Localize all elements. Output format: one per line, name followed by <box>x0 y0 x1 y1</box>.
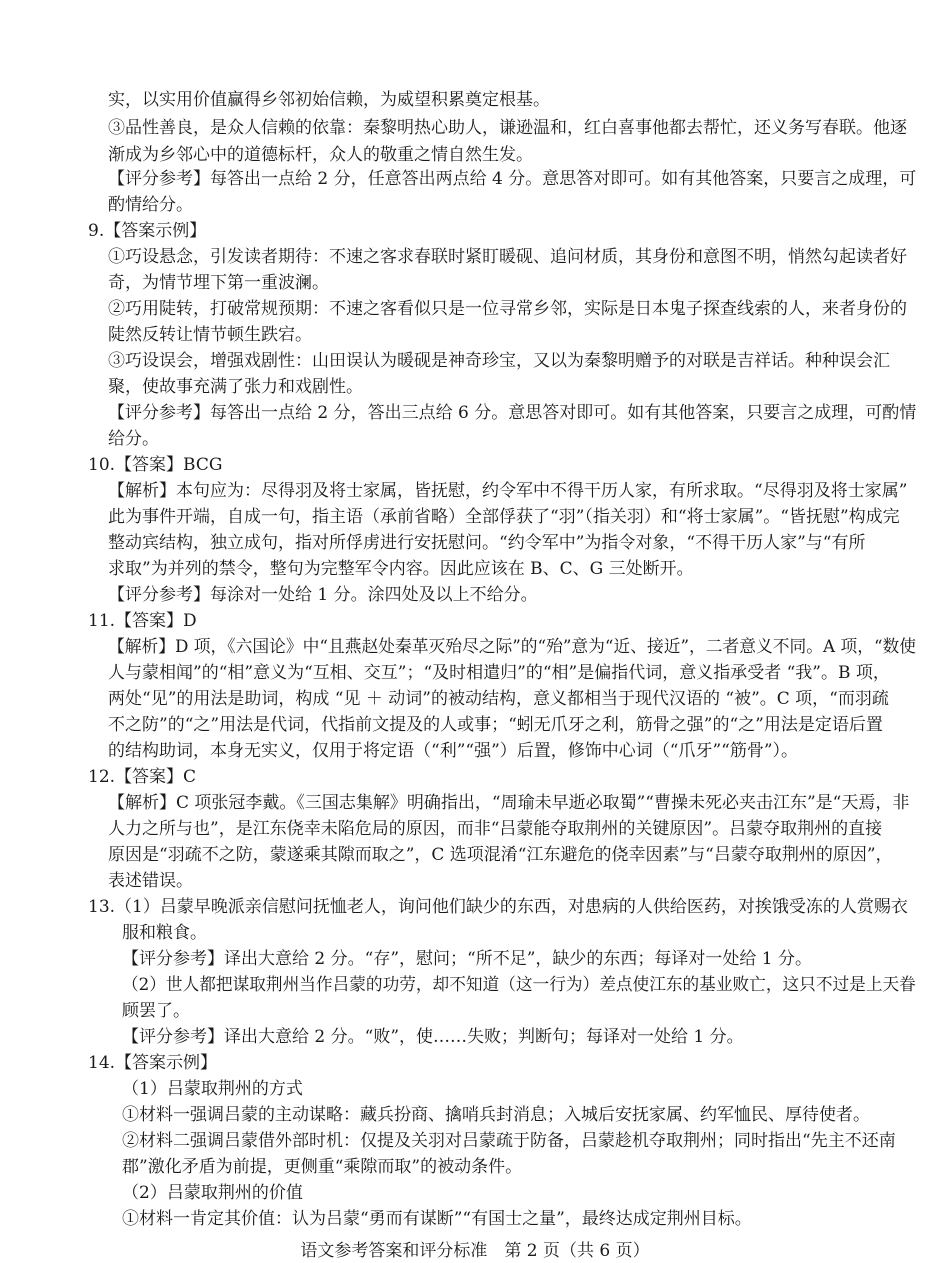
text-line: ①材料一肯定其价值：认为吕蒙“勇而有谋断”“有国士之量”，最终达成定荆州目标。 <box>122 1209 752 1229</box>
text-line: 渐成为乡邻心中的道德标杆，众人的敬重之情自然生发。 <box>108 145 533 165</box>
text-line: 【评分参考】每答出一点给 2 分，答出三点给 6 分。意思答对即可。如有其他答案，只要言之成理，可酌情 <box>108 403 917 423</box>
text-line: 【解析】C 项张冠李戴。《三国志集解》明确指出，“周瑜未早逝必取蜀”“曹操未死必夹击江东”是“天焉，非 <box>108 793 910 813</box>
text-line: 表述错误。 <box>108 871 193 891</box>
text-line: （2）吕蒙取荆州的价值 <box>122 1183 303 1203</box>
text-line: 陡然反转让情节顿生跌宕。 <box>108 325 312 345</box>
question-heading: 12.【答案】C <box>88 767 197 787</box>
question-heading: 9.【答案示例】 <box>88 221 207 241</box>
question-heading: 10.【答案】BCG <box>88 455 223 475</box>
text-line: 原因是“羽疏不之防，蒙遂乘其隙而取之”，C 选项混淆“江东避危的侥幸因素”与“吕蒙夺取荆州的原因”， <box>108 845 893 865</box>
text-line: 服和粮食。 <box>122 923 207 943</box>
text-line: 郡”激化矛盾为前提，更侧重“乘隙而取”的被动条件。 <box>122 1157 523 1177</box>
text-line: 此为事件开端，自成一句，指主语（承前省略）全部俘获了“羽”（指关羽）和“将士家属”。“皆抚慰”构成完 <box>108 507 900 527</box>
text-line: 的结构助词，本身无实义，仅用于将定语（“利”“强”）后置，修饰中心词（“爪牙”“筋骨”）。 <box>108 741 799 761</box>
text-line: 实，以实用价值赢得乡邻初始信赖，为威望积累奠定根基。 <box>108 90 550 110</box>
text-line: ③品性善良，是众人信赖的依靠：秦黎明热心助人，谦逊温和，红白喜事他都去帮忙，还义务写春联。他逐 <box>108 118 907 138</box>
text-line: 两处“见”的用法是助词，构成 “见 ＋ 动词”的被动结构，意义都相当于现代汉语的 “被”。C 项，“而羽疏 <box>108 689 889 709</box>
text-line: 聚，使故事充满了张力和戏剧性。 <box>108 377 363 397</box>
question-heading: 11.【答案】D <box>88 611 197 631</box>
text-line: ②巧用陡转，打破常规预期：不速之客看似只是一位寻常乡邻，实际是日本鬼子探查线索的人，来者身份的 <box>108 299 907 319</box>
text-line: 顾罢了。 <box>122 1001 190 1021</box>
text-line: （2）世人都把谋取荆州当作吕蒙的功劳，却不知道（这一行为）差点使江东的基业败亡，这只不过是上天眷 <box>122 975 916 995</box>
text-line: 求取”为并列的禁令，整句为完整军令内容。因此应该在 B、C、G 三处断开。 <box>108 559 694 579</box>
text-line: ①材料一强调吕蒙的主动谋略：藏兵扮商、擒哨兵封消息；入城后安抚家属、约军恤民、厚待使者。 <box>122 1105 870 1125</box>
text-line: 【评分参考】每涂对一处给 1 分。涂四处及以上不给分。 <box>108 585 538 605</box>
text-line: （1）吕蒙取荆州的方式 <box>122 1079 303 1099</box>
text-line: 奇，为情节埋下第一重波澜。 <box>108 273 329 293</box>
text-line: ③巧设误会，增强戏剧性：山田误认为暖砚是神奇珍宝，又以为秦黎明赠予的对联是吉祥话。种种误会汇 <box>108 351 890 371</box>
text-line: 【评分参考】译出大意给 2 分。“存”，慰问；“所不足”，缺少的东西；每译对一处给 1 分。 <box>122 949 813 969</box>
text-line: 【评分参考】每答出一点给 2 分，任意答出两点给 4 分。意思答对即可。如有其他答案，只要言之成理，可 <box>108 169 917 189</box>
text-line: ①巧设悬念，引发读者期待：不速之客求春联时紧盯暖砚、追问材质，其身份和意图不明，悄然勾起读者好 <box>108 247 907 267</box>
text-line: 【解析】D 项，《六国论》中“且燕赵处秦革灭殆尽之际”的“殆”意为“近、接近”，二者意义不同。A 项，“数使 <box>108 637 917 657</box>
text-line: 【评分参考】译出大意给 2 分。“败”，使……失败；判断句；每译对一处给 1 分。 <box>122 1027 744 1047</box>
text-line: 不之防”的“之”用法是代词，代指前文提及的人或事；“蚓无爪牙之利，筋骨之强”的“之”用法是定语后置 <box>108 715 883 735</box>
question-heading: 13.（1）吕蒙早晚派亲信慰问抚恤老人，询问他们缺少的东西，对患病的人供给医药，对挨饿受冻的人赏赐衣 <box>88 897 908 917</box>
question-heading: 14.【答案示例】 <box>88 1053 218 1073</box>
text-line: 给分。 <box>108 429 159 449</box>
text-line: 【解析】本句应为：尽得羽及将士家属，皆抚慰，约令军中不得干历人家，有所求取。“尽得羽及将士家属” <box>108 481 908 501</box>
text-line: 人力之所与也”，是江东侥幸未陷危局的原因，而非“吕蒙能夺取荆州的关键原因”。吕蒙夺取荆州的直接 <box>108 819 883 839</box>
text-line: ②材料二强调吕蒙借外部时机：仅提及关羽对吕蒙疏于防备，吕蒙趁机夺取荆州；同时指出“先主不还南 <box>122 1131 896 1151</box>
page-footer: 语文参考答案和评分标准 第 2 页（共 6 页） <box>300 1241 650 1261</box>
text-line: 酌情给分。 <box>108 195 193 215</box>
text-line: 人与蒙相闻”的“相”意义为“互相、交互”；“及时相遣归”的“相”是偏指代词，意义指承受者 “我”。B 项， <box>108 663 890 683</box>
text-line: 整动宾结构，独立成句，指对所俘虏进行安抚慰问。“约令军中”为指令对象，“不得干历人家”与“有所 <box>108 533 866 553</box>
